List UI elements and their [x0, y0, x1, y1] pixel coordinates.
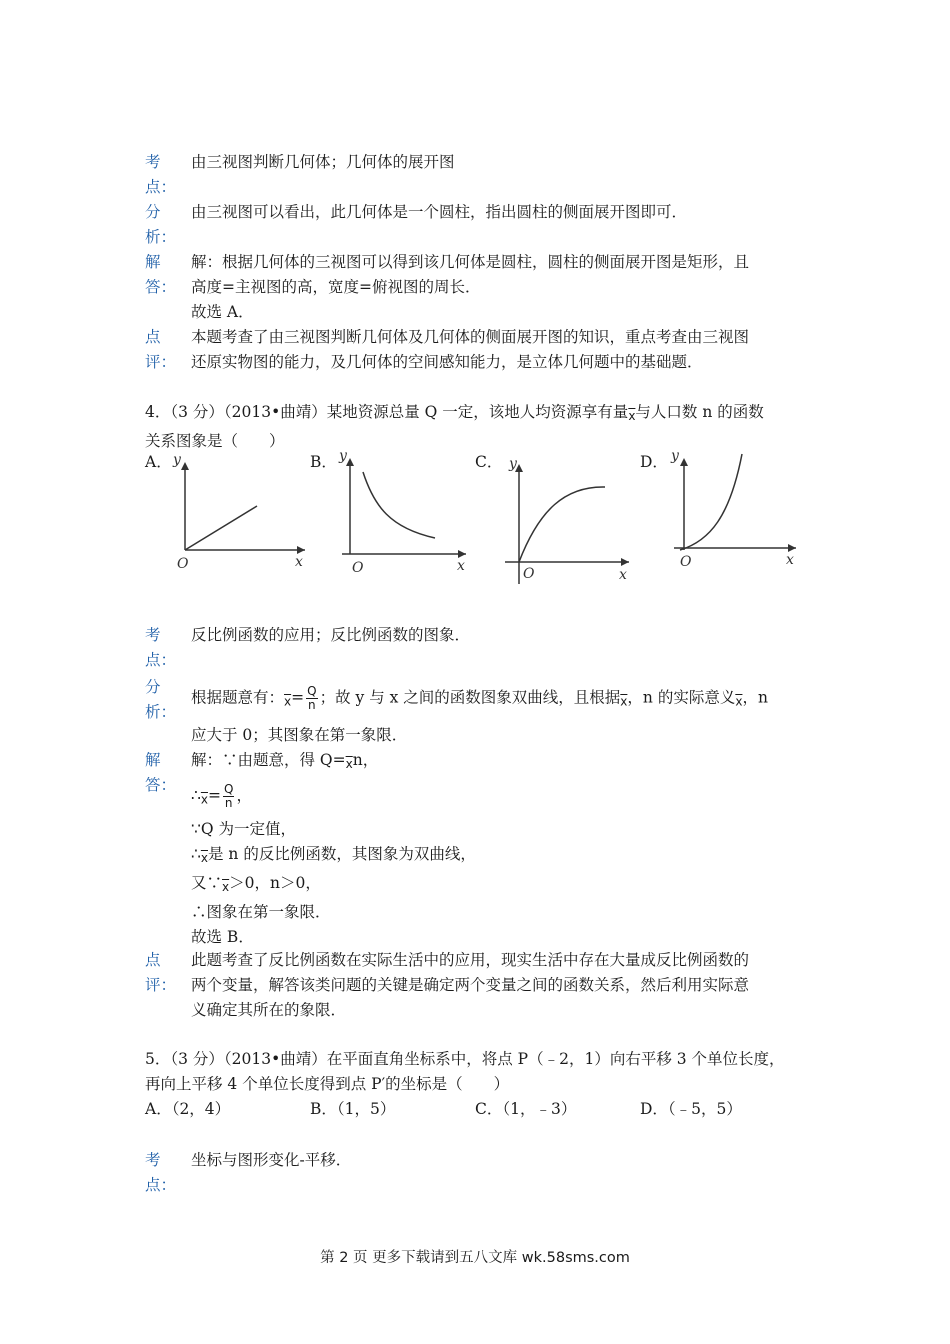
q4-option-a-label: A．	[145, 453, 172, 471]
y-label: y	[671, 448, 679, 464]
graph-b-hyperbola	[330, 446, 480, 576]
q5-option-c: C．（1，﹣3）	[475, 1100, 577, 1118]
label-fenxi: 分 析：	[145, 678, 177, 721]
q5-option-b: B．（1，5）	[310, 1100, 396, 1118]
label-kaodian: 考 点：	[145, 153, 177, 196]
curve-increasing	[519, 487, 605, 562]
label-fenxi: 分 析：	[145, 203, 177, 246]
q4-option-d-label: D．	[640, 453, 668, 471]
curve-exponential	[680, 454, 742, 550]
y-axis-arrow	[181, 462, 189, 470]
q5-stem: 5．（3 分）（2013•曲靖）在平面直角坐标系中，将点 P（﹣2，1）向右平移 3 个单位长度， 再向上平移 4 个单位长度得到点 P′的坐标是（ ）	[145, 1050, 785, 1093]
xbar-symbol: $\overline{x}$	[628, 409, 636, 423]
x-label: x	[786, 552, 794, 568]
graph-c-curve	[495, 450, 645, 590]
x-label: x	[619, 567, 627, 583]
origin-label: O	[352, 560, 364, 576]
fraction-q-over-n-2: $\frac{Q}{n}$	[223, 782, 234, 810]
q4-option-c-label: C．	[475, 453, 503, 471]
origin-label: O	[523, 566, 535, 582]
page-footer: 第 2 页 更多下载请到五八文库 wk.58sms.com	[320, 1250, 630, 1266]
label-dianping: 点 评：	[145, 951, 177, 994]
x-label: x	[295, 554, 303, 570]
x-axis-arrow	[297, 546, 305, 554]
q4-option-b-label: B．	[310, 453, 337, 471]
origin-label: O	[680, 554, 692, 570]
x-axis-arrow	[458, 550, 466, 558]
y-axis-arrow	[680, 458, 688, 466]
label-jieda: 解 答：	[145, 751, 177, 794]
graph-d-curve	[660, 446, 810, 576]
y-label: y	[173, 452, 181, 468]
document-page: 考 点： 由三视图判断几何体；几何体的展开图 分 析： 由三视图可以看出，此几何体是一个圆柱，指出圆柱的侧面展开图即可． 解 答： 解：根据几何体的三视图可以得到该几何体是圆柱，圆柱的侧面展开图是矩形，且 高度=主视图的高，宽度=俯视图的周长． 故选 A． 点 评： 本题考查了由三视图判断几何体及几何体的侧面展开图的知识，重点考查由三视图 还原实物图的能力，及几何体的空间感知能力，是立体几何题中的基础题． 4．（3 分）（2013•曲靖）某地资源总量 Q 一定，该地人均资源享有量$\overline{x}$与人口数 n 的函数 关系图象是（ ） A． B． C． D． y x O y x O y x O y x O 考 点： 反比例函数的应用；反比例函数的图象． 分 析： 根据题意有：$\overline{x}=$ $\frac{Q}{n}$ ；故 y 与 x 之间的函数图象双曲线，且根据$\overline{x}$，n 的实际意义$\overline{x}$，n 应大于 0；其图象在第一象限． 解 答： 解：∵由题意，得 $Q=\overline{x}n$， $\therefore\overline{x}=$ $\frac{Q}{n}$ ， ∵Q 为一定值， $\therefore\overline{x}$是 n 的反比例函数，其图象为双曲线， 又$\because\overline{x}>0$，n＞0， ∴图象在第一象限． 故选 B． 点 评： 此题考查了反比例函数在实际生活中的应用，现实生活中存在大量成反比例函数的 两个变量，解答该类问题的关键是确定两个变量之间的函数关系，然后利用实际意 义确定其所在的象限． 5．（3 分）（2013•曲靖）在平面直角坐标系中，将点 P（﹣2，1）向右平移 3 个单位长度， 再向上平移 4 个单位长度得到点 P′的坐标是（ ） A．（2，4） B．（1，5） C．（1，﹣3） D．（﹣5，5） 考 点： 坐标与图形变化-平移． 第 2 页 更多下载请到五八文库 wk.58sms.com	[0, 0, 950, 1344]
q5-option-d: D．（﹣5，5）	[640, 1100, 742, 1118]
fraction-q-over-n: $\frac{Q}{n}$	[307, 684, 317, 712]
label-kaodian: 考 点：	[145, 1151, 177, 1194]
x-axis-arrow	[788, 544, 796, 552]
label-jieda: 解 答：	[145, 253, 177, 296]
y-axis-arrow	[346, 458, 354, 466]
y-label: y	[339, 448, 347, 464]
label-kaodian: 考 点：	[145, 626, 177, 669]
label-dianping: 点 评：	[145, 328, 177, 371]
q5-option-a: A．（2，4）	[145, 1100, 231, 1118]
origin-label: O	[177, 556, 189, 572]
x-label: x	[457, 558, 465, 574]
curve-hyperbola	[363, 472, 435, 538]
q4-stem: 4．（3 分）（2013•曲靖）某地资源总量 Q 一定，该地人均资源享有量$\overline{x}$与人口数 n 的函数 关系图象是（ ）	[145, 403, 764, 450]
curve-line	[185, 506, 257, 550]
x-axis-arrow	[621, 558, 629, 566]
graph-a-linear	[165, 448, 315, 578]
y-label: y	[509, 456, 517, 472]
